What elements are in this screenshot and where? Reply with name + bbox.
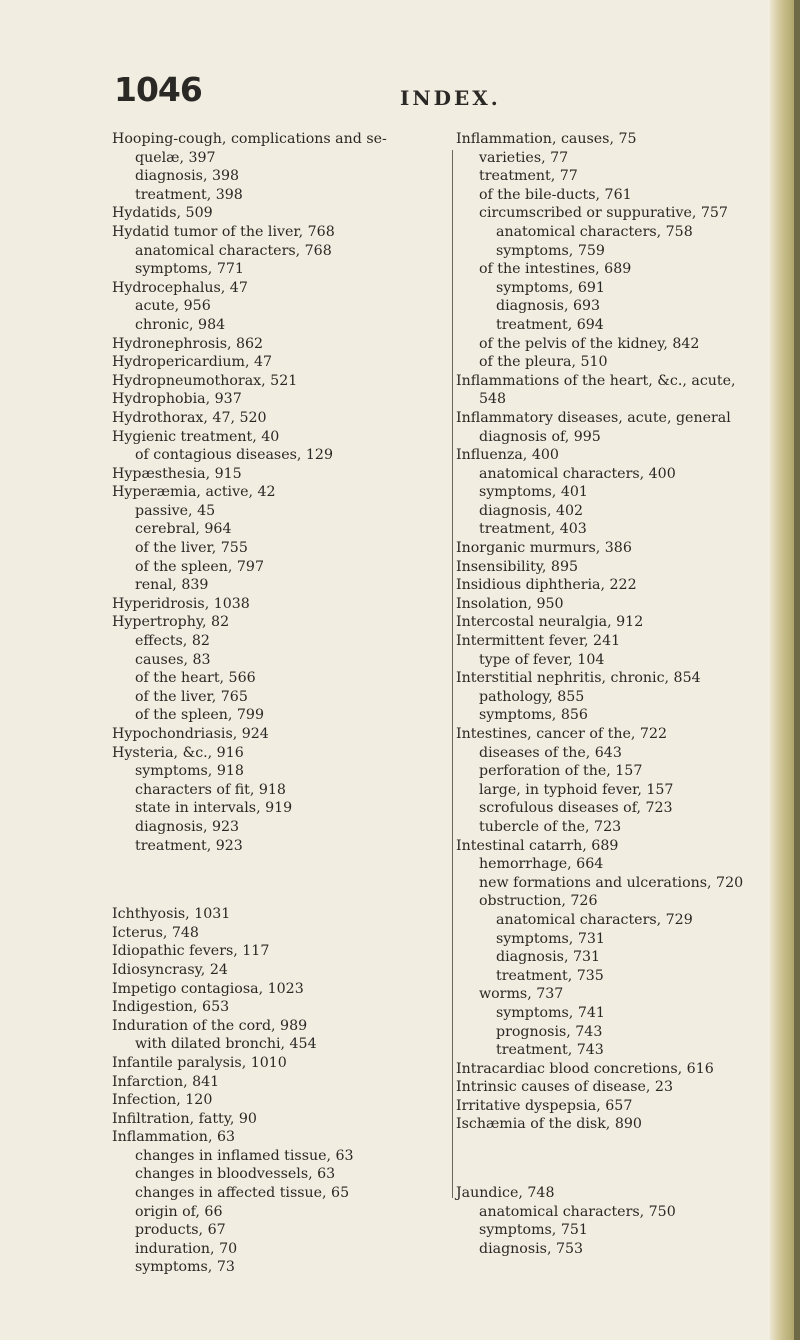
index-subentry: diagnosis, 398	[135, 168, 240, 185]
index-subentry: diagnosis, 693	[496, 298, 601, 315]
index-subentry: tubercle of the, 723	[479, 818, 622, 835]
index-entry: Hydropneumothorax, 521	[112, 372, 298, 389]
index-entry: Hydatids, 509	[112, 205, 213, 222]
index-subentry: diagnosis of, 995	[479, 428, 601, 445]
index-entry: Influenza, 400	[456, 447, 559, 464]
index-entry: Hyperæmia, active, 42	[112, 484, 276, 501]
index-subentry: changes in bloodvessels, 63	[135, 1166, 336, 1183]
index-subentry: symptoms, 741	[496, 1004, 605, 1021]
index-subentry: worms, 737	[479, 986, 564, 1003]
index-subentry: pathology, 855	[479, 688, 585, 705]
index-subentry: effects, 82	[135, 633, 210, 650]
index-entry: Intracardiac blood concretions, 616	[456, 1060, 714, 1077]
index-subentry: of contagious diseases, 129	[135, 447, 333, 464]
index-entry: Infarction, 841	[112, 1073, 220, 1090]
index-subentry: symptoms, 73	[135, 1259, 235, 1276]
index-entry: Hydrophobia, 937	[112, 391, 242, 408]
index-entry: Icterus, 748	[112, 924, 199, 941]
index-entry: Intrinsic causes of disease, 23	[456, 1079, 673, 1096]
index-subentry: chronic, 984	[135, 316, 226, 333]
index-entry: Hypertrophy, 82	[112, 614, 230, 631]
index-entry: Hydrothorax, 47, 520	[112, 409, 267, 426]
index-subentry: of the intestines, 689	[479, 261, 632, 278]
index-subentry: symptoms, 751	[479, 1222, 588, 1239]
index-subentry: diseases of the, 643	[479, 744, 622, 761]
index-column-left	[112, 130, 457, 1277]
index-entry: Irritative dyspepsia, 657	[456, 1097, 633, 1114]
index-subentry: type of fever, 104	[479, 651, 605, 668]
index-entry: Hysteria, &c., 916	[112, 744, 244, 761]
index-subentry: cerebral, 964	[135, 521, 232, 538]
index-entry: Hypæsthesia, 915	[112, 465, 242, 482]
index-subentry: prognosis, 743	[496, 1023, 603, 1040]
index-entry: Inflammatory diseases, acute, general	[456, 409, 731, 426]
index-entry: Insolation, 950	[456, 595, 564, 612]
index-entry: Inflammation, 63	[112, 1129, 236, 1146]
index-subentry: of the heart, 566	[135, 670, 256, 687]
index-subentry: treatment, 923	[135, 837, 243, 854]
index-subentry: state in intervals, 919	[135, 800, 293, 817]
index-subentry: anatomical characters, 758	[496, 223, 693, 240]
index-subentry: anatomical characters, 729	[496, 911, 693, 928]
section-gap	[112, 855, 457, 905]
index-subentry: of the bile-ducts, 761	[479, 186, 632, 203]
index-subentry: treatment, 743	[496, 1042, 604, 1059]
index-entry: Intestinal catarrh, 689	[456, 837, 619, 854]
section-gap	[456, 1134, 771, 1184]
index-subentry: perforation of the, 157	[479, 763, 643, 780]
index-subentry: anatomical characters, 400	[479, 465, 676, 482]
index-subentry: treatment, 735	[496, 967, 604, 984]
index-entry: Hyperidrosis, 1038	[112, 595, 250, 612]
index-subentry: symptoms, 771	[135, 261, 244, 278]
index-entry: Infection, 120	[112, 1092, 213, 1109]
index-subentry: symptoms, 918	[135, 763, 244, 780]
index-entry: Intercostal neuralgia, 912	[456, 614, 644, 631]
index-subentry: diagnosis, 923	[135, 818, 240, 835]
index-subentry: diagnosis, 753	[479, 1240, 584, 1257]
index-entry: Insensibility, 895	[456, 558, 578, 575]
index-entry: Inflammations of the heart, &c., acute,	[456, 372, 736, 389]
index-entry: Hygienic treatment, 40	[112, 428, 280, 445]
index-subentry: of the pelvis of the kidney, 842	[479, 335, 700, 352]
running-head: INDEX.	[400, 86, 501, 110]
index-entry: Indigestion, 653	[112, 999, 230, 1016]
index-entry: Interstitial nephritis, chronic, 854	[456, 670, 701, 687]
index-entry: Infantile paralysis, 1010	[112, 1054, 287, 1071]
index-entry: Induration of the cord, 989	[112, 1017, 308, 1034]
index-subentry: changes in affected tissue, 65	[135, 1185, 350, 1202]
index-entry: Impetigo contagiosa, 1023	[112, 980, 304, 997]
index-subentry: hemorrhage, 664	[479, 856, 604, 873]
index-subentry: characters of fit, 918	[135, 781, 286, 798]
index-subentry: scrofulous diseases of, 723	[479, 800, 673, 817]
index-entry: Inflammation, causes, 75	[456, 131, 637, 147]
index-subentry: of the spleen, 797	[135, 558, 264, 575]
index-subentry: treatment, 77	[479, 168, 578, 185]
index-subentry: of the liver, 755	[135, 540, 248, 557]
index-subentry: acute, 956	[135, 298, 211, 315]
index-entry: Idiosyncrasy, 24	[112, 961, 228, 978]
index-subentry: obstruction, 726	[479, 893, 598, 910]
index-subentry: treatment, 694	[496, 316, 604, 333]
index-entry: Hooping-cough, complications and se-	[112, 131, 387, 147]
index-subentry: symptoms, 401	[479, 484, 588, 501]
index-subentry: of the liver, 765	[135, 688, 248, 705]
index-subentry: renal, 839	[135, 577, 209, 594]
index-subentry: anatomical characters, 750	[479, 1203, 676, 1220]
index-entry: Ischæmia of the disk, 890	[456, 1116, 642, 1133]
index-entry: Jaundice, 748	[456, 1185, 555, 1202]
index-subentry: varieties, 77	[479, 149, 569, 166]
index-subentry: treatment, 403	[479, 521, 587, 538]
index-subentry: symptoms, 759	[496, 242, 605, 259]
index-entry: Intestines, cancer of the, 722	[456, 726, 668, 742]
index-subentry: symptoms, 856	[479, 707, 588, 724]
index-subentry: causes, 83	[135, 651, 211, 668]
index-subentry: passive, 45	[135, 502, 216, 519]
page-number: 1046	[114, 70, 202, 109]
index-entry: Hydropericardium, 47	[112, 354, 273, 371]
index-subentry: anatomical characters, 768	[135, 242, 332, 259]
page-edge-binding	[794, 0, 800, 1340]
index-column-right	[456, 130, 771, 1258]
index-subentry: large, in typhoid fever, 157	[479, 781, 674, 798]
index-subentry: symptoms, 731	[496, 930, 605, 947]
index-entry: Idiopathic fevers, 117	[112, 943, 270, 960]
index-subentry: 548	[479, 391, 507, 408]
index-subentry: origin of, 66	[135, 1203, 223, 1220]
index-subentry: diagnosis, 731	[496, 949, 601, 966]
index-subentry: of the spleen, 799	[135, 707, 264, 724]
index-subentry: induration, 70	[135, 1240, 238, 1257]
index-subentry: with dilated bronchi, 454	[135, 1036, 317, 1053]
index-entry: Hydatid tumor of the liver, 768	[112, 223, 335, 240]
index-subentry: of the pleura, 510	[479, 354, 608, 371]
index-subentry: circumscribed or suppurative, 757	[479, 205, 728, 222]
index-subentry: new formations and ulcerations, 720	[479, 874, 744, 891]
index-subentry: products, 67	[135, 1222, 226, 1239]
index-entry: Insidious diphtheria, 222	[456, 577, 637, 594]
index-entry: Hypochondriasis, 924	[112, 726, 269, 742]
index-entry: Inorganic murmurs, 386	[456, 540, 632, 557]
index-entry: Hydronephrosis, 862	[112, 335, 264, 352]
index-subentry: quelæ, 397	[135, 149, 216, 166]
index-subentry: symptoms, 691	[496, 279, 605, 296]
index-subentry: changes in inflamed tissue, 63	[135, 1147, 354, 1164]
index-entry: Ichthyosis, 1031	[112, 906, 231, 923]
index-entry: Hydrocephalus, 47	[112, 279, 248, 296]
index-entry: Intermittent fever, 241	[456, 633, 621, 650]
index-subentry: diagnosis, 402	[479, 502, 584, 519]
index-entry: Infiltration, fatty, 90	[112, 1110, 257, 1127]
index-subentry: treatment, 398	[135, 186, 243, 203]
